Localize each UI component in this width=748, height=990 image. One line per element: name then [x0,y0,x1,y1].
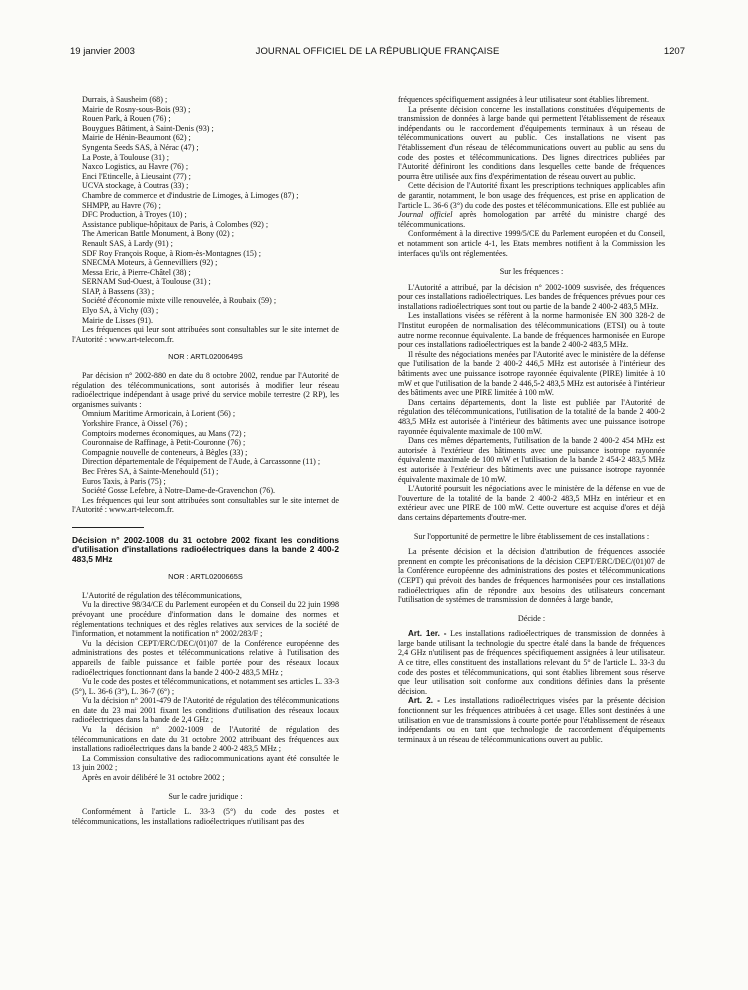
list-item: Mairie de Rosny-sous-Bois (93) ; [82,104,191,114]
section-heading: Sur l'opportunité de permettre le libre établissement de ces installations : [413,531,650,541]
body-paragraph [398,181,665,229]
preamble-line: Après en avoir délibéré le 31 octobre 2002 ; [82,773,225,783]
list-item: Mairie de Hénin-Beaumont (62) ; [82,133,191,143]
preamble-line: Vu la décision CEPT/ERC/DEC/(01)07 de la Conférence européenne des administrations des postes et télécommunications relative à l'utilisation des appareils de faible puissance et faible portée pour des réseaux locaux radioélectriques fonctionnant dans la bande 2 400-2 483,5 MHz ; [72,638,339,677]
list-item: SDF Roy François Roque, à Riom-ès-Montagnes (15) ; [82,248,261,258]
nor-reference: NOR : ARTL0200649S [168,352,243,362]
decision-title: Décision n° 2002-1008 du 31 octobre 2002 fixant les conditions d'utilisation d'installations radioélectriques dans la bande 2 400-2 483,5 MHz [72,534,339,564]
nor-reference: NOR : ARTL0200665S [168,572,243,582]
list-item: Durrais, à Sausheim (68) ; [82,95,168,104]
separator-rule [72,527,144,528]
organization-list-1 [72,95,339,325]
journal-name-italic: Journal officiel [398,210,453,220]
body-paragraph: Conformément à l'article L. 33-3 (5°) du code des postes et télécommunications, les installations radioélectriques n'utilisant pas des [72,807,339,826]
list-item: Société Gosse Lefebre, à Notre-Dame-de-Gravenchon (76). [82,486,276,496]
list-item: Euros Taxis, à Paris (75) ; [82,476,166,486]
list-item: Renault SAS, à Lardy (91) ; [82,238,173,248]
list-item: Rouen Park, à Rouen (76) ; [82,114,171,124]
body-paragraph: La présente décision concerne les installations constituées d'équipements de transmission de données à large bande qui permettent l'établissement de réseaux indépendants ou le raccordement d'équipements terminaux à un réseau de télécommunications ouvert au public. Ces installations ne visent pas l'établissement d'un réseau de télécommunications ouvert au public au sens du code des postes et télécommunications. Des lignes directrices publiées par l'Autorité définiront les conditions dans lesquelles cette bande de fréquences pourra être utilisée aux fins d'expérimentation de réseau ouvert au public. [398,104,665,181]
body-paragraph: Conformément à la directive 1999/5/CE du Parlement européen et du Conseil, et notamment son article 4-1, les Etats membres notifient à la Commission les interfaces qu'ils ont réglementées. [398,229,665,258]
preamble-line: La Commission consultative des radiocommunications ayant été consultée le 13 juin 2002 ; [72,753,339,773]
list-item: SIAP, à Bassens (33) ; [82,286,155,296]
frequencies-note: Les fréquences qui leur sont attribuées sont consultables sur le site internet de l'Autorité : www.art-telecom.fr. [72,495,339,515]
article-label: Art. 1er. - [408,629,447,639]
list-item: SHMPP, au Havre (76) ; [82,200,161,210]
list-item: Omnium Maritime Armoricain, à Lorient (56) ; [82,409,236,419]
article-text: Les installations radioélectriques visées par la présente décision fonctionnent sur les fréquences attribuées à cet usage. Elles sont destinées à une utilisation en vue de transmissions à courte portée pour l'établissement de réseaux indépendants ou en tant que technologie de raccordement d'équipements terminaux à un réseau de télécommunications ouvert au public. [398,696,665,744]
list-item: UCVA stockage, à Coutras (33) ; [82,181,189,191]
list-item: Compagnie nouvelle de conteneurs, à Bègles (33) ; [82,447,248,457]
list-item: DFC Production, à Troyes (10) ; [82,210,187,220]
body-paragraph: Il résulte des négociations menées par l'Autorité avec le ministère de la défense que l'utilisation de la bande 2 400-2 446,5 MHz est autorisée à l'intérieur des bâtiments avec une puissance isotrope rayonnée équivalente (PIRE) limitée à 10 mW et que l'utilisation de la bande 2 446,5-2 483,5 MHz est autorisée à l'intérieur des bâtiments avec une PIRE limitée à 100 mW. [398,349,665,398]
decide-heading: Décide : [517,613,546,623]
body-paragraph: Dans certains départements, dont la liste est publiée par l'Autorité de régulation des télécommunications, l'utilisation de la totalité de la bande 2 400-2 483,5 MHz est autorisée à l'intérieur des bâtiments avec une puissance isotrope rayonnée équivalente maximale de 100 mW. [398,397,665,436]
list-item: Enci l'Etincelle, à Lieusaint (77) ; [82,171,191,181]
list-item: Direction départementale de l'équipement de l'Aude, à Carcassonne (11) ; [82,457,321,467]
article-text: Les installations radioélectriques de transmission de données à large bande utilisant la technologie du spectre étalé dans la bande de fréquences 2,4 GHz n'utilisent pas de fréquences spécifiquement assignées à leur utilisateur. A ce titre, elles constituent des installations relevant du 5° de l'article L. 33-3 du code des postes et télécommunications, qui sont établies librement sous réserve que leur utilisation soit conforme aux conditions définies dans la présente décision. [398,629,665,696]
list-item: SNECMA Moteurs, à Gennevilliers (92) ; [82,258,218,268]
list-item: La Poste, à Toulouse (31) ; [82,152,169,162]
decision-paragraph: Par décision n° 2002-880 en date du 8 octobre 2002, rendue par l'Autorité de régulation des télécommunications, sont autorisés à modifier leur réseau radioélectrique indépendant à usage privé du service mobile terrestre (2 RP), les organismes suivants : [72,371,339,409]
list-item: Messa Eric, à Pierre-Châtel (38) ; [82,267,191,277]
right-column [398,95,665,983]
preamble-line: L'Autorité de régulation des télécommunications, [82,590,242,600]
section-heading: Sur le cadre juridique : [168,791,243,801]
page-number: 1207 [663,46,685,57]
body-paragraph: fréquences spécifiquement assignées à leur utilisateur sont établies librement. [398,95,650,104]
list-item: Bec Frères SA, à Sainte-Menehould (51) ; [82,466,219,476]
article-2 [398,696,665,744]
list-item: Société d'économie mixte ville renouvelée, à Roubaix (59) ; [82,296,277,306]
preamble-line: Vu la décision n° 2002-1009 de l'Autorité de régulation des télécommunications en date du 31 octobre 2002 attribuant des fréquences aux installations radioélectriques dans la bande 2 400-2 483,5 MHz ; [72,725,339,754]
preamble-line: Vu la directive 98/34/CE du Parlement européen et du Conseil du 22 juin 1998 prévoyant une procédure d'information dans le domaine des normes et réglementations techniques et des règles relatives aux services de la société de l'information, et notamment la notification n° 2002/283/F ; [72,600,339,639]
list-item: Elyo SA, à Vichy (03) ; [82,306,159,316]
list-item: SERNAM Sud-Ouest, à Toulouse (31) ; [82,277,211,287]
list-item: Mairie de Lisses (91). [82,315,154,325]
body-paragraph: La présente décision et la décision d'attribution de fréquences associée prennent en compte les préconisations de la décision CEPT/ERC/DEC/(01)07 de la Conférence européenne des administrations des postes et télécommunications (CEPT) qui prévoit des bandes de fréquences harmonisées pour ces installations radioélectriques afin de répondre aux besoins des utilisateurs concernant l'utilisation de systèmes de transmission de données à large bande, [398,547,665,605]
list-item: Naxco Logistics, au Havre (76) ; [82,162,189,172]
preamble-line: Vu la décision n° 2001-479 de l'Autorité de régulation des télécommunications en date du 23 mai 2001 fixant les conditions d'utilisation des réseaux locaux radioélectriques dans la bande de 2,4 GHz ; [72,696,339,725]
journal-title: JOURNAL OFFICIEL DE LA RÉPUBLIQUE FRANÇAISE [255,46,500,57]
text-run: après homologation par arrêté du ministre chargé des télécommunications. [398,210,665,229]
section-heading: Sur les fréquences : [499,267,564,277]
list-item: Yorkshire France, à Oissel (76) ; [82,419,188,428]
body-paragraph: L'Autorité a attribué, par la décision n° 2002-1009 susvisée, des fréquences pour ces installations radioélectriques. Les bandes de fréquences prévues pour ces installations radioélectriques sont tout ou partie de la bande 2 400-2 483,5 MHz. [398,282,665,311]
list-item: Assistance publique-hôpitaux de Paris, à Colombes (92) ; [82,219,269,229]
list-item: Bouygues Bâtiment, à Saint-Denis (93) ; [82,123,214,133]
article-label: Art. 2. - [408,696,440,706]
body-paragraph: L'Autorité poursuit les négociations avec le ministère de la défense en vue de l'ouverture de la totalité de la bande 2 400-2 483,5 MHz en intérieur et en extérieur avec une PIRE de 100 mW. Cette ouverture est acquise d'ores et déjà dans certains départements d'outre-mer. [398,484,665,522]
left-column [72,95,339,983]
page-header [70,46,685,60]
header-date: 19 janvier 2003 [70,46,135,57]
text-run: Cette décision de l'Autorité fixant les prescriptions techniques applicables afin de garantir, notamment, le bon usage des fréquences, est prise en application de l'article L. 36-6 (3°) du code des postes et télécommunications. Elle est publiée au [398,181,665,210]
list-item: Comptoirs modernes économiques, au Mans (72) ; [82,428,246,438]
organization-list-2 [72,409,339,495]
list-item: Chambre de commerce et d'industrie de Limoges, à Limoges (87) ; [82,190,299,200]
frequencies-note: Les fréquences qui leur sont attribuées sont consultables sur le site internet de l'Autorité : www.art-telecom.fr. [72,325,339,344]
body-paragraph: Dans ces mêmes départements, l'utilisation de la bande 2 400-2 454 MHz est autorisée à l'extérieur des bâtiments avec une puissance isotrope rayonnée équivalente maximale de 100 mW et l'utilisation de la bande 2 454-2 483,5 MHz est autorisée à l'extérieur des bâtiments avec une puissance isotrope rayonnée équivalente maximale de 10 mW. [398,436,665,484]
article-1 [398,629,665,696]
list-item: Syngenta Seeds SAS, à Nérac (47) ; [82,142,199,152]
preamble-line: Vu le code des postes et télécommunications, et notamment ses articles L. 33-3 (5°), L. 36-6 (3°), L. 36-7 (6°) ; [72,677,339,696]
list-item: The American Battle Monument, à Bony (02) ; [82,229,234,239]
list-item: Couronnaise de Raffinage, à Petit-Couronne (76) ; [82,438,246,448]
body-paragraph: Les installations visées se réfèrent à la norme harmonisée EN 300 328-2 de l'Institut européen de normalisation des télécommunications (ETSI) ou à toute autre norme reconnue équivalente. La bande de fréquences harmonisée en Europe pour ces installations radioélectriques est la bande 2 400-2 483,5 MHz. [398,311,665,350]
